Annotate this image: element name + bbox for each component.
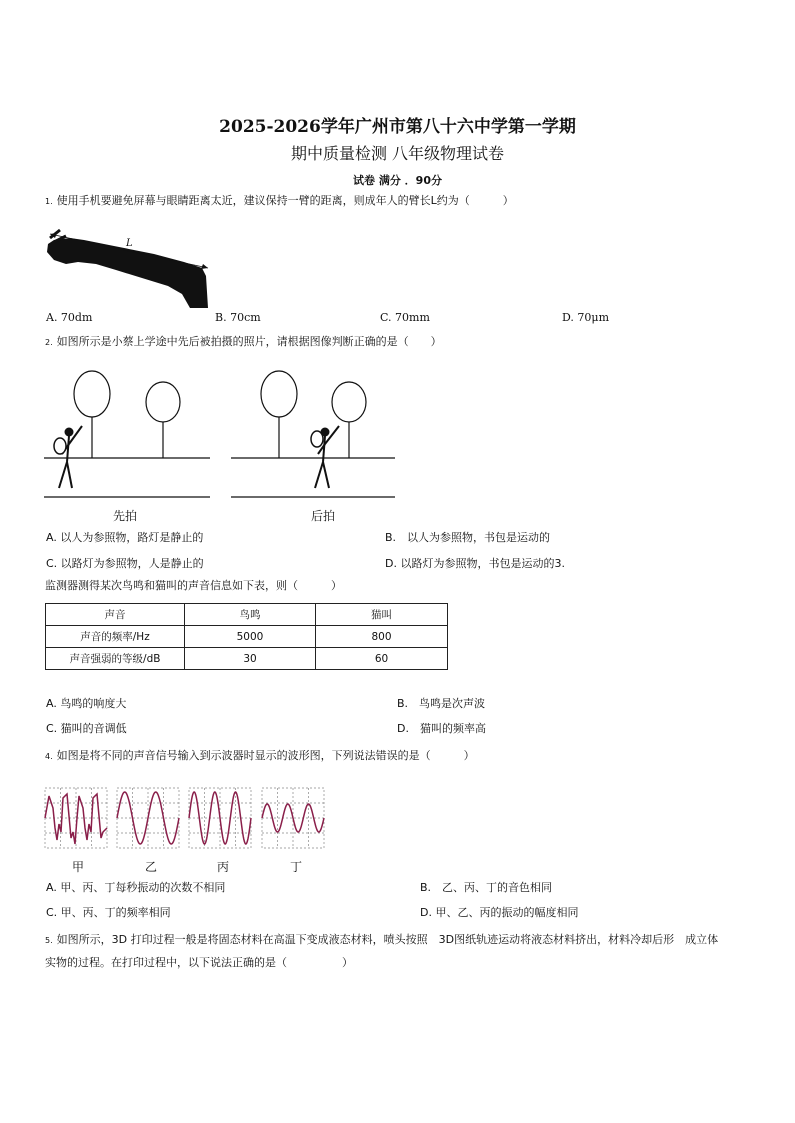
question-1 xyxy=(45,194,514,209)
wave-label-yi: 乙 xyxy=(145,860,158,874)
table-cell: 60 xyxy=(316,648,448,670)
table-cell: 声音的频率/Hz xyxy=(46,626,185,648)
question-3-text: 监测器测得某次鸟鸣和猫叫的声音信息如下表，则（ ） xyxy=(45,579,342,592)
table-cell: 800 xyxy=(316,626,448,648)
q1-option-d[interactable]: D. 70μm xyxy=(562,311,609,324)
arm-figure xyxy=(44,216,214,308)
exam-title-line2: 期中质量检测 八年级物理试卷 xyxy=(290,144,505,163)
q3-option-a[interactable]: A. 鸟鸣的响度大 xyxy=(46,697,127,710)
table-header-row xyxy=(46,604,448,626)
q3-option-d[interactable]: D. 猫叫的频率高 xyxy=(397,722,486,735)
q1-option-b[interactable]: B. 70cm xyxy=(215,311,261,324)
q2-option-d[interactable]: D. 以路灯为参照物，书包是运动的3. xyxy=(385,557,565,570)
question-number: 2. xyxy=(45,338,53,347)
table-row xyxy=(46,626,448,648)
q2-option-c[interactable]: C. 以路灯为参照物，人是静止的 xyxy=(46,557,204,570)
q2-option-a[interactable]: A. 以人为参照物，路灯是静止的 xyxy=(46,531,204,544)
q4-option-d[interactable]: D. 甲、乙、丙的振动的幅度相同 xyxy=(420,906,579,919)
q4-option-c[interactable]: C. 甲、丙、丁的频率相同 xyxy=(46,906,171,919)
question-text: 使用手机要避免屏幕与眼睛距离太近，建议保持一臂的距离，则成年人的臂长L约为（ ） xyxy=(56,194,514,207)
wave-label-bing: 丙 xyxy=(217,860,230,874)
table-header-cell: 声音 xyxy=(46,604,185,626)
wave-label-ding: 丁 xyxy=(290,860,303,874)
question-text: 如图是将不同的声音信号输入到示波器时显示的波形图，下列说法错误的是（ ） xyxy=(56,749,475,762)
photo-second xyxy=(229,362,401,502)
exam-score: 试卷 满分 ．90分 xyxy=(353,174,442,187)
q1-option-a[interactable]: A. 70dm xyxy=(46,311,93,324)
table-cell: 声音强弱的等级/dB xyxy=(46,648,185,670)
caption-first: 先拍 xyxy=(113,509,138,523)
table-cell: 5000 xyxy=(185,626,316,648)
exam-title-line1: 2025-2026学年广州市第八十六中学第一学期 xyxy=(219,117,576,137)
question-2 xyxy=(45,335,442,350)
question-text-line1: 如图所示，3D 打印过程一般是将固态材料在高温下变成液态材料，喷头按照 3D图纸轨迹运动将液态材料挤出，材料冷却后形 成立体 xyxy=(56,933,719,946)
length-label: L xyxy=(126,238,133,249)
caption-second: 后拍 xyxy=(311,509,336,523)
table-row xyxy=(46,648,448,670)
question-number: 4. xyxy=(45,752,53,761)
table-header-cell: 鸟鸣 xyxy=(185,604,316,626)
q1-option-c[interactable]: C. 70mm xyxy=(380,311,430,324)
question-text: 如图所示是小蔡上学途中先后被拍摄的照片，请根据图像判断正确的是（ ） xyxy=(56,335,442,348)
waveform-figure xyxy=(44,786,334,852)
question-4 xyxy=(45,749,475,764)
question-5 xyxy=(45,929,755,974)
q4-option-b[interactable]: B. 乙、丙、丁的音色相同 xyxy=(420,881,553,894)
question-number: 1. xyxy=(45,197,53,206)
q4-option-a[interactable]: A. 甲、丙、丁每秒振动的次数不相同 xyxy=(46,881,226,894)
table-cell: 30 xyxy=(185,648,316,670)
question-number: 5. xyxy=(45,936,53,945)
photo-first xyxy=(42,362,214,502)
table-header-cell: 猫叫 xyxy=(316,604,448,626)
q3-option-c[interactable]: C. 猫叫的音调低 xyxy=(46,722,127,735)
q2-option-b[interactable]: B. 以人为参照物，书包是运动的 xyxy=(385,531,551,544)
wave-label-jia: 甲 xyxy=(72,860,85,874)
question-text-line2: 实物的过程。在打印过程中，以下说法正确的是（ ） xyxy=(45,956,353,969)
sound-table xyxy=(45,603,448,670)
q3-option-b[interactable]: B. 鸟鸣是次声波 xyxy=(397,697,486,710)
